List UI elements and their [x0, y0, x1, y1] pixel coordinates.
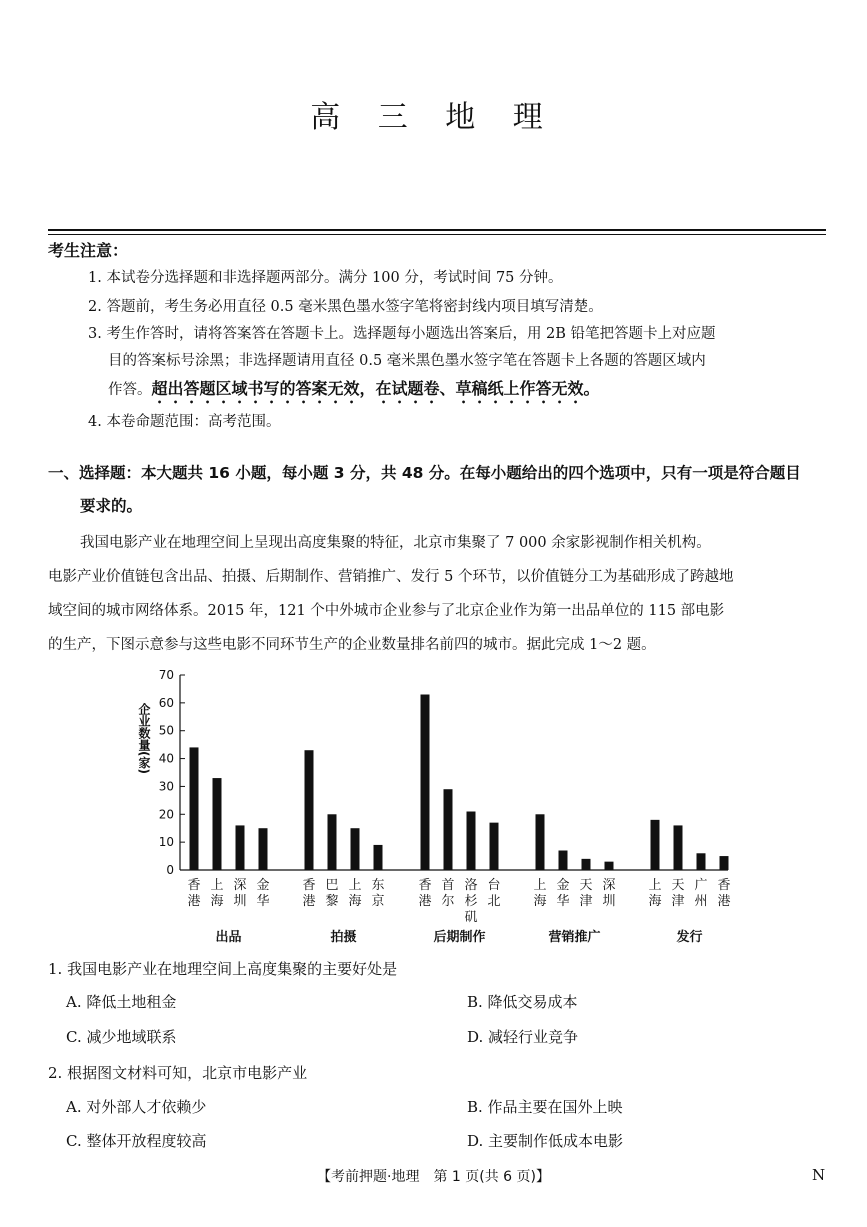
city-label-char: 香 [717, 878, 731, 893]
stage-label: 发行 [676, 930, 703, 945]
y-tick-label: 10 [158, 835, 174, 850]
y-tick-label: 60 [158, 695, 174, 710]
bar [536, 814, 545, 870]
passage-line-1: 我国电影产业在地理空间上呈现出高度集聚的特征，北京市集聚了 7 000 余家影视制作相关机构。 [80, 535, 711, 551]
notice-item-3-line-2: 目的答案标号涂黑；非选择题请用直径 0.5 毫米黑色墨水签字笔在答题卡上各题的答题区域内 [108, 353, 706, 369]
bar [374, 845, 383, 870]
city-label-char: 圳 [602, 894, 616, 909]
city-label-char: 上 [210, 878, 224, 893]
stage-label: 出品 [215, 930, 242, 945]
city-label-char: 杉 [464, 894, 478, 909]
passage-line-3: 域空间的城市网络体系。2015 年，121 个中外城市企业参与了北京企业作为第一出品单位的 115 部电影 [48, 603, 725, 619]
notice-item-4: 4. 本卷命题范围：高考范围。 [88, 414, 281, 430]
stage-label: 后期制作 [433, 930, 486, 945]
header-rule-thin [48, 234, 826, 235]
notice-item-3-prefix: 作答。 [108, 382, 152, 398]
notice-item-1: 1. 本试卷分选择题和非选择题两部分。满分 100 分，考试时间 75 分钟。 [88, 270, 563, 286]
notice-item-3-line-1: 3. 考生作答时，请将答案答在答题卡上。选择题每小题选出答案后，用 2B 铅笔把答题卡上对应题 [88, 326, 716, 342]
city-label-char: 京 [371, 894, 385, 909]
bar [490, 823, 499, 870]
city-label-char: 北 [487, 894, 501, 909]
city-label-char: 港 [187, 894, 201, 909]
city-label-char: 海 [648, 894, 662, 909]
bar-chart [128, 663, 738, 948]
question-1-option-a: A. 降低土地租金 [66, 993, 177, 1011]
footer-letter: N [812, 1166, 826, 1184]
notice-item-2: 2. 答题前，考生务必用直径 0.5 毫米黑色墨水签字笔将密封线内项目填写清楚。 [88, 299, 603, 315]
city-label-char: 首 [441, 878, 455, 893]
bar [421, 695, 430, 871]
city-label-char: 深 [602, 878, 616, 893]
bar [328, 814, 337, 870]
page-footer: 【考前押题·地理 第 1 页(共 6 页)】 [317, 1169, 550, 1185]
y-tick-label: 70 [158, 668, 174, 682]
bar [305, 750, 314, 870]
bar [674, 825, 683, 870]
question-2-option-b: B. 作品主要在国外上映 [467, 1098, 623, 1116]
question-2-option-c: C. 整体开放程度较高 [66, 1132, 207, 1150]
notice-item-3-line-3 [108, 376, 600, 407]
page-title: 高 三 地 理 [310, 100, 557, 135]
city-label-char: 津 [671, 894, 685, 909]
passage-line-2: 电影产业价值链包含出品、拍摄、后期制作、营销推广、发行 5 个环节，以价值链分工为基础形成了跨越地 [48, 569, 734, 585]
bar [351, 828, 360, 870]
city-label-char: 香 [187, 878, 201, 893]
bar [651, 820, 660, 870]
city-label-char: 圳 [233, 894, 247, 909]
stage-label: 拍摄 [330, 930, 357, 945]
question-1-option-c: C. 减少地域联系 [66, 1028, 177, 1046]
bar [190, 747, 199, 870]
city-label-char: 海 [210, 894, 224, 909]
notice-emphasis: 超出答题区域书写的答案无效，在试题卷、草稿纸上作答无效。 [151, 379, 600, 398]
question-2-stem: 2. 根据图文材料可知，北京市电影产业 [48, 1064, 308, 1082]
y-tick-label: 0 [166, 863, 174, 877]
bar [605, 862, 614, 870]
city-label-char: 港 [717, 894, 731, 909]
passage-line-4: 的生产，下图示意参与这些电影不同环节生产的企业数量排名前四的城市。据此完成 1～2 题。 [48, 637, 656, 653]
y-tick-label: 50 [158, 723, 174, 738]
city-label-char: 深 [233, 878, 247, 893]
bar [559, 851, 568, 871]
question-2-option-a: A. 对外部人才依赖少 [66, 1098, 207, 1116]
section-heading-line-1: 一、选择题：本大题共 16 小题，每小题 3 分，共 48 分。在每小题给出的四个选项中，只有一项是符合题目 [48, 464, 801, 482]
city-label-char: 香 [302, 878, 316, 893]
city-label-char: 华 [556, 894, 570, 909]
bar [213, 778, 222, 870]
city-label-char: 广 [694, 878, 708, 893]
question-1-option-d: D. 减轻行业竞争 [467, 1028, 579, 1046]
city-label-char: 洛 [464, 878, 478, 893]
city-label-char: 海 [533, 894, 547, 909]
y-axis-label: 企业数量(家) [137, 703, 151, 774]
city-label-char: 黎 [325, 894, 339, 909]
bar [697, 853, 706, 870]
notice-heading: 考生注意： [48, 241, 129, 260]
question-1-stem: 1. 我国电影产业在地理空间上高度集聚的主要好处是 [48, 960, 398, 978]
header-rule-thick [48, 229, 826, 231]
city-label-char: 津 [579, 894, 593, 909]
y-tick-label: 20 [158, 807, 174, 822]
section-heading-line-2: 要求的。 [80, 497, 143, 515]
city-label-char: 金 [256, 878, 270, 893]
question-1-option-b: B. 降低交易成本 [467, 993, 578, 1011]
city-label-char: 州 [694, 894, 708, 909]
city-label-char: 东 [371, 878, 385, 893]
city-label-char: 香 [418, 878, 432, 893]
y-tick-label: 40 [158, 751, 174, 766]
city-label-char: 港 [302, 894, 316, 909]
bar [720, 856, 729, 870]
bar [467, 812, 476, 871]
question-2-option-d: D. 主要制作低成本电影 [467, 1132, 624, 1150]
city-label-char: 上 [348, 878, 362, 893]
city-label-char: 上 [533, 878, 547, 893]
city-label-char: 矶 [464, 910, 478, 925]
city-label-char: 天 [579, 878, 593, 893]
city-label-char: 海 [348, 894, 362, 909]
city-label-char: 巴 [325, 878, 339, 893]
city-label-char: 上 [648, 878, 662, 893]
city-label-char: 天 [671, 878, 685, 893]
city-label-char: 台 [487, 878, 501, 893]
city-label-char: 港 [418, 894, 432, 909]
bar [444, 789, 453, 870]
city-label-char: 华 [256, 894, 270, 909]
city-label-char: 尔 [441, 894, 455, 909]
bar [259, 828, 268, 870]
stage-label: 营销推广 [548, 930, 601, 945]
y-tick-label: 30 [158, 779, 174, 794]
bar [582, 859, 591, 870]
bar [236, 825, 245, 870]
city-label-char: 金 [556, 878, 570, 893]
